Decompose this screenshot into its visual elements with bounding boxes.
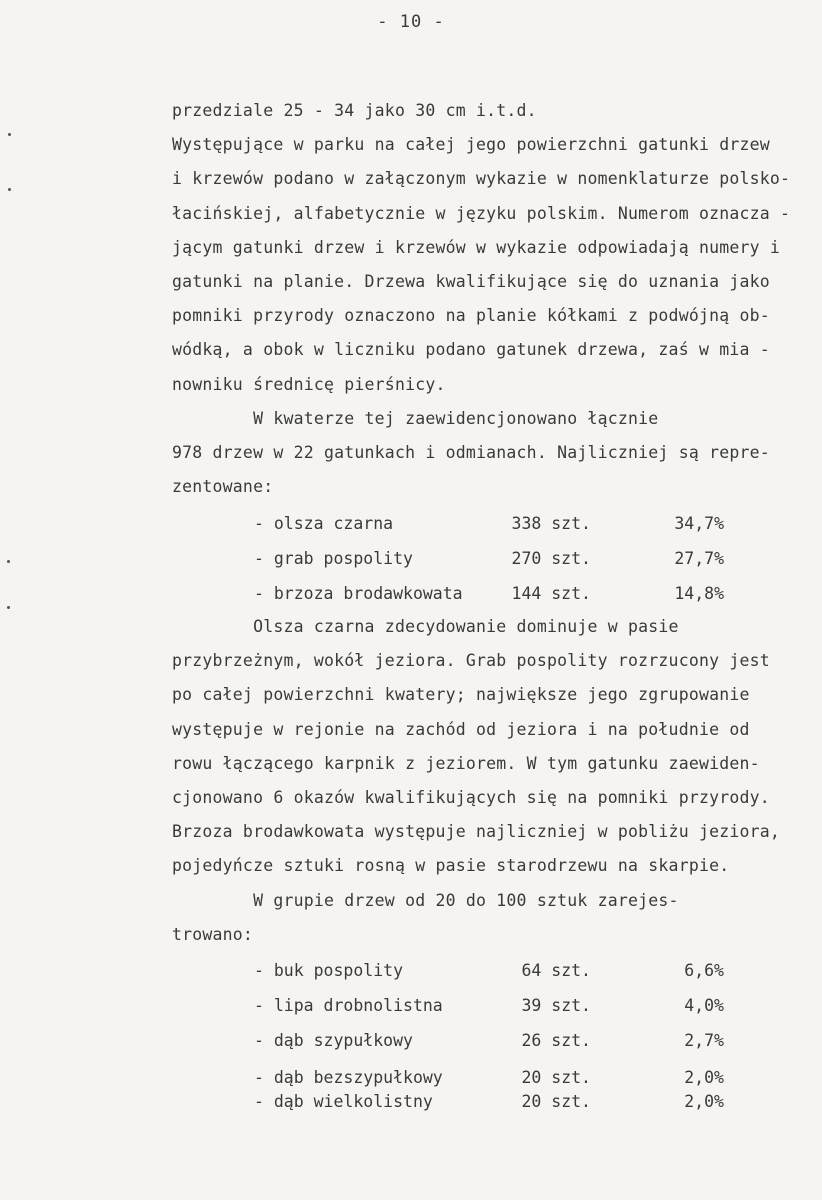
text-line: W kwaterze tej zaewidencjonowano łącznie — [172, 408, 659, 428]
species-count: 338 szt. — [511, 514, 591, 533]
margin-dot — [7, 560, 10, 563]
text-line: po całej powierzchni kwatery; największe jego zgrupowanie — [172, 685, 750, 705]
paragraph-block-2 — [172, 610, 792, 952]
species-percent: 2,0% — [684, 1068, 724, 1087]
list-item — [254, 1024, 734, 1058]
margin-dot — [8, 133, 11, 136]
text-line: jącym gatunki drzew i krzewów w wykazie odpowiadają numery i — [172, 237, 781, 257]
species-count: 270 szt. — [511, 549, 591, 568]
species-count: 20 szt. — [521, 1092, 591, 1111]
species-percent: 34,7% — [674, 514, 724, 533]
species-percent: 6,6% — [684, 961, 724, 980]
text-line: W grupie drzew od 20 do 100 sztuk zarejes- — [172, 890, 679, 910]
text-line: łacińskiej, alfabetycznie w języku polskim. Numerom oznacza - — [172, 203, 791, 223]
species-name: - buk pospolity — [254, 961, 404, 980]
species-percent: 4,0% — [684, 996, 724, 1015]
text-line: pomniki przyrody oznaczono na planie kółkami z podwójną ob- — [172, 306, 770, 326]
list-item — [254, 542, 734, 576]
list-item — [254, 954, 734, 988]
species-count: 26 szt. — [521, 1031, 591, 1050]
text-line: Olsza czarna zdecydowanie dominuje w pasie — [172, 617, 679, 636]
margin-dot — [7, 606, 10, 609]
text-line: występuje w rejonie na zachód od jeziora i na południe od — [172, 719, 750, 739]
species-name: - dąb wielkolistny — [254, 1092, 433, 1111]
species-count: 144 szt. — [511, 584, 591, 603]
species-name: - olsza czarna — [254, 514, 394, 533]
species-name: - brzoza brodawkowata — [254, 584, 463, 603]
margin-dot — [8, 188, 11, 191]
text-line: Brzoza brodawkowata występuje najliczniej w pobliżu jeziora, — [172, 822, 781, 842]
text-line: wódką, a obok w liczniku podano gatunek drzewa, zaś w mia - — [172, 340, 770, 360]
list-item — [254, 1085, 734, 1119]
species-percent: 27,7% — [674, 549, 724, 568]
species-name: - dąb szypułkowy — [254, 1031, 413, 1050]
text-line: 978 drzew w 22 gatunkach i odmianach. Najliczniej są repre- — [172, 442, 770, 462]
species-name: - grab pospolity — [254, 549, 413, 568]
text-line: nowniku średnicę pierśnicy. — [172, 374, 446, 394]
species-name: - lipa drobnolistna — [254, 996, 443, 1015]
species-percent: 2,7% — [684, 1031, 724, 1050]
text-line: przybrzeżnym, wokół jeziora. Grab pospolity rozrzucony jest — [172, 651, 770, 671]
species-count: 64 szt. — [521, 961, 591, 980]
text-line: trowano: — [172, 924, 254, 944]
text-line: zentowane: — [172, 477, 274, 497]
paragraph-block-1 — [172, 94, 792, 504]
list-item — [254, 989, 734, 1023]
text-line: rowu łączącego karpnik z jeziorem. W tym gatunku zaewiden- — [172, 753, 760, 773]
species-percent: 14,8% — [674, 584, 724, 603]
species-name: - dąb bezszypułkowy — [254, 1068, 443, 1087]
species-percent: 2,0% — [684, 1092, 724, 1111]
list-item — [254, 577, 734, 611]
text-line: cjonowano 6 okazów kwalifikujących się na pomniki przyrody. — [172, 787, 770, 807]
species-count: 20 szt. — [521, 1068, 591, 1087]
text-line: pojedyńcze sztuki rosną w pasie starodrzewu na skarpie. — [172, 856, 730, 876]
text-line: Występujące w parku na całej jego powierzchni gatunki drzew — [172, 135, 770, 155]
species-count: 39 szt. — [521, 996, 591, 1015]
text-line: przedziale 25 - 34 jako 30 cm i.t.d. — [172, 101, 537, 120]
text-line: gatunki na planie. Drzewa kwalifikujące się do uznania jako — [172, 271, 770, 291]
text-line: i krzewów podano w załączonym wykazie w nomenklaturze polsko- — [172, 169, 791, 189]
list-item — [254, 507, 734, 541]
page-number: - 10 - — [377, 12, 445, 32]
